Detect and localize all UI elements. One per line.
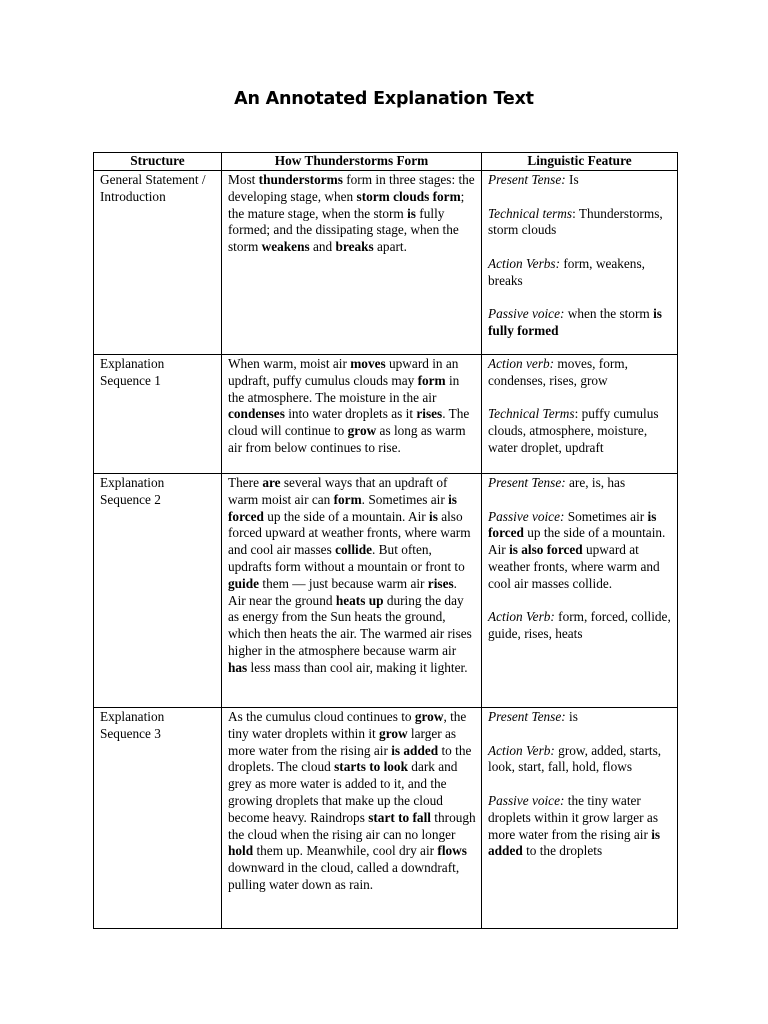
text-run: . Air near the ground — [228, 575, 457, 608]
text-run: moves, form, condenses, rises, grow — [488, 356, 628, 388]
bold-term: form — [417, 372, 446, 388]
text-run: are, is, has — [565, 475, 626, 490]
text-run: . But often, updrafts form without a mountain or front to — [228, 542, 465, 574]
bold-term: is forced — [228, 491, 457, 524]
explanation-text-cell — [222, 355, 482, 474]
text-run: form in three stages: the developing stage, when — [228, 172, 475, 204]
linguistic-feature-item — [488, 256, 672, 290]
annotated-explanation-table — [93, 152, 678, 929]
bold-term: is — [407, 205, 416, 221]
text-run: them — just because warm air — [259, 575, 428, 591]
text-run: form, forced, collide, guide, rises, heats — [488, 609, 671, 642]
column-header-structure: Structure — [94, 153, 222, 171]
bold-term: grow — [379, 725, 408, 741]
text-run: to the droplets. The cloud — [228, 742, 472, 775]
feature-label: Passive voice: — [488, 792, 565, 808]
bold-term: collide — [335, 542, 373, 558]
structure-cell: Explanation Sequence 1 — [94, 355, 222, 474]
feature-spacer — [488, 239, 672, 256]
linguistic-feature-item — [488, 509, 672, 593]
text-run: is — [565, 709, 578, 724]
bold-term: form — [333, 491, 362, 507]
text-run: Most — [228, 172, 259, 187]
text-run: dark and grey as more water is added to it, and the growing droplets that make up the cloud become heavy. Raindrops — [228, 759, 458, 825]
text-run: : puffy cumulus clouds, atmosphere, moisture, water droplet, updraft — [488, 406, 659, 455]
linguistic-feature-cell — [482, 474, 678, 708]
text-run: Is — [565, 172, 579, 187]
table-row — [94, 355, 678, 474]
feature-spacer — [488, 726, 672, 743]
bold-term: moves — [350, 356, 386, 371]
text-run: and — [309, 239, 336, 255]
bold-term: storm clouds form — [356, 188, 461, 204]
bold-term: rises — [416, 406, 443, 422]
linguistic-feature-item — [488, 475, 672, 492]
text-run: less mass than cool air, making it lighter. — [247, 659, 468, 675]
feature-label: Action Verb: — [488, 609, 555, 625]
text-run: when the storm — [564, 306, 654, 322]
column-header-how-thunderstorms-form: How Thunderstorms Form — [222, 153, 482, 171]
explanation-text-cell — [222, 171, 482, 355]
structure-cell: General Statement / Introduction — [94, 171, 222, 355]
linguistic-feature-item — [488, 406, 672, 456]
feature-label: Present Tense: — [488, 709, 566, 724]
explanation-text-cell — [222, 474, 482, 708]
text-run: larger as more water from the rising air — [228, 725, 457, 758]
text-run: ; the mature stage, when the storm — [228, 188, 465, 221]
linguistic-feature-item — [488, 609, 672, 643]
text-run: to the droplets — [522, 843, 603, 859]
bold-term: is fully formed — [488, 306, 662, 339]
feature-label: Technical terms — [488, 205, 573, 221]
linguistic-feature-cell — [482, 355, 678, 474]
linguistic-feature-item — [488, 743, 672, 777]
bold-term: hold — [228, 843, 254, 859]
feature-spacer — [488, 189, 672, 206]
bold-term: weakens — [261, 239, 310, 255]
text-run: up the side of a mountain. Air — [263, 508, 430, 524]
bold-term: grow — [347, 423, 377, 439]
bold-term: is added — [391, 742, 439, 758]
linguistic-feature-item — [488, 306, 672, 340]
linguistic-feature-item — [488, 356, 672, 390]
text-run: . The cloud will continue to — [228, 406, 470, 439]
text-run: . Sometimes air — [361, 491, 449, 507]
bold-term: are — [262, 475, 281, 490]
text-run: apart. — [373, 239, 407, 255]
text-run: several ways that an updraft of warm moist air can — [228, 475, 448, 507]
table-row — [94, 708, 678, 929]
linguistic-feature-cell — [482, 708, 678, 929]
structure-cell: Explanation Sequence 2 — [94, 474, 222, 708]
text-run: : Thunderstorms, storm clouds — [488, 205, 663, 238]
bold-term: thunderstorms — [258, 172, 343, 187]
table-header-row — [94, 153, 678, 171]
text-run: As the cumulus cloud continues to — [228, 709, 415, 724]
feature-label: Action verb: — [488, 356, 555, 371]
text-run: the tiny water droplets within it grow larger as more water from the rising air — [488, 792, 658, 842]
feature-label: Passive voice: — [488, 306, 565, 322]
feature-spacer — [488, 290, 672, 307]
bold-term: is — [429, 508, 438, 524]
page-title: An Annotated Explanation Text — [234, 89, 534, 109]
feature-label: Action Verbs: — [488, 255, 561, 271]
text-run: form, weakens, breaks — [488, 255, 645, 288]
bold-term: has — [228, 659, 248, 675]
linguistic-feature-item — [488, 206, 672, 240]
bold-term: rises — [427, 575, 454, 591]
feature-spacer — [488, 492, 672, 509]
text-run: upward in an updraft, puffy cumulus clouds may — [228, 356, 459, 388]
linguistic-feature-item — [488, 793, 672, 860]
text-run: grow, added, starts, look, start, fall, hold, flows — [488, 742, 662, 775]
text-run: There — [228, 475, 263, 490]
text-run: also forced upward at weather fronts, where warm and cool air masses — [228, 508, 471, 558]
text-run: through the cloud when the rising air can no longer — [228, 809, 476, 842]
bold-term: grow — [414, 709, 444, 724]
bold-term: guide — [228, 575, 260, 591]
feature-label: Technical Terms — [488, 406, 575, 422]
table-row — [94, 171, 678, 355]
feature-label: Passive voice: — [488, 508, 565, 524]
structure-cell: Explanation Sequence 3 — [94, 708, 222, 929]
bold-term: condenses — [228, 406, 285, 422]
feature-label: Action Verb: — [488, 742, 555, 758]
text-run: When warm, moist air — [228, 356, 351, 371]
feature-label: Present Tense: — [488, 172, 566, 187]
bold-term: heats up — [335, 592, 384, 608]
bold-term: flows — [437, 843, 467, 859]
text-run: Sometimes air — [564, 508, 648, 524]
bold-term: breaks — [335, 239, 374, 255]
bold-term: starts to look — [334, 759, 408, 775]
bold-term: is forced — [488, 508, 657, 541]
feature-label: Present Tense: — [488, 475, 566, 490]
text-run: into water droplets as it — [284, 406, 417, 422]
text-run: up the side of a mountain. Air — [488, 525, 666, 558]
explanation-text-cell — [222, 708, 482, 929]
bold-term: start to fall — [368, 809, 431, 825]
feature-spacer — [488, 390, 672, 407]
linguistic-feature-cell — [482, 171, 678, 355]
table-row — [94, 474, 678, 708]
text-run: as long as warm air from below continues to rise. — [228, 423, 466, 455]
feature-spacer — [488, 593, 672, 610]
column-header-linguistic-feature: Linguistic Feature — [482, 153, 678, 171]
linguistic-feature-item — [488, 709, 672, 726]
text-run: , the tiny water droplets within it — [228, 709, 467, 741]
bold-term: is also forced — [509, 542, 583, 558]
text-run: in the atmosphere. The moisture in the air — [228, 372, 460, 405]
bold-term: is added — [488, 826, 661, 859]
feature-spacer — [488, 776, 672, 793]
text-run: fully formed; and the dissipating stage, when the storm — [228, 205, 459, 255]
linguistic-feature-item — [488, 172, 672, 189]
text-run: them up. Meanwhile, cool dry air — [253, 843, 438, 859]
text-run: upward at weather fronts, where warm and cool air masses collide. — [488, 542, 660, 591]
text-run: downward in the cloud, called a downdraft, pulling water down as rain. — [228, 860, 460, 892]
text-run: during the day as energy from the Sun heats the ground, which then heats the air. The warmed air rises higher in the atmosphere because warm air — [228, 592, 472, 658]
